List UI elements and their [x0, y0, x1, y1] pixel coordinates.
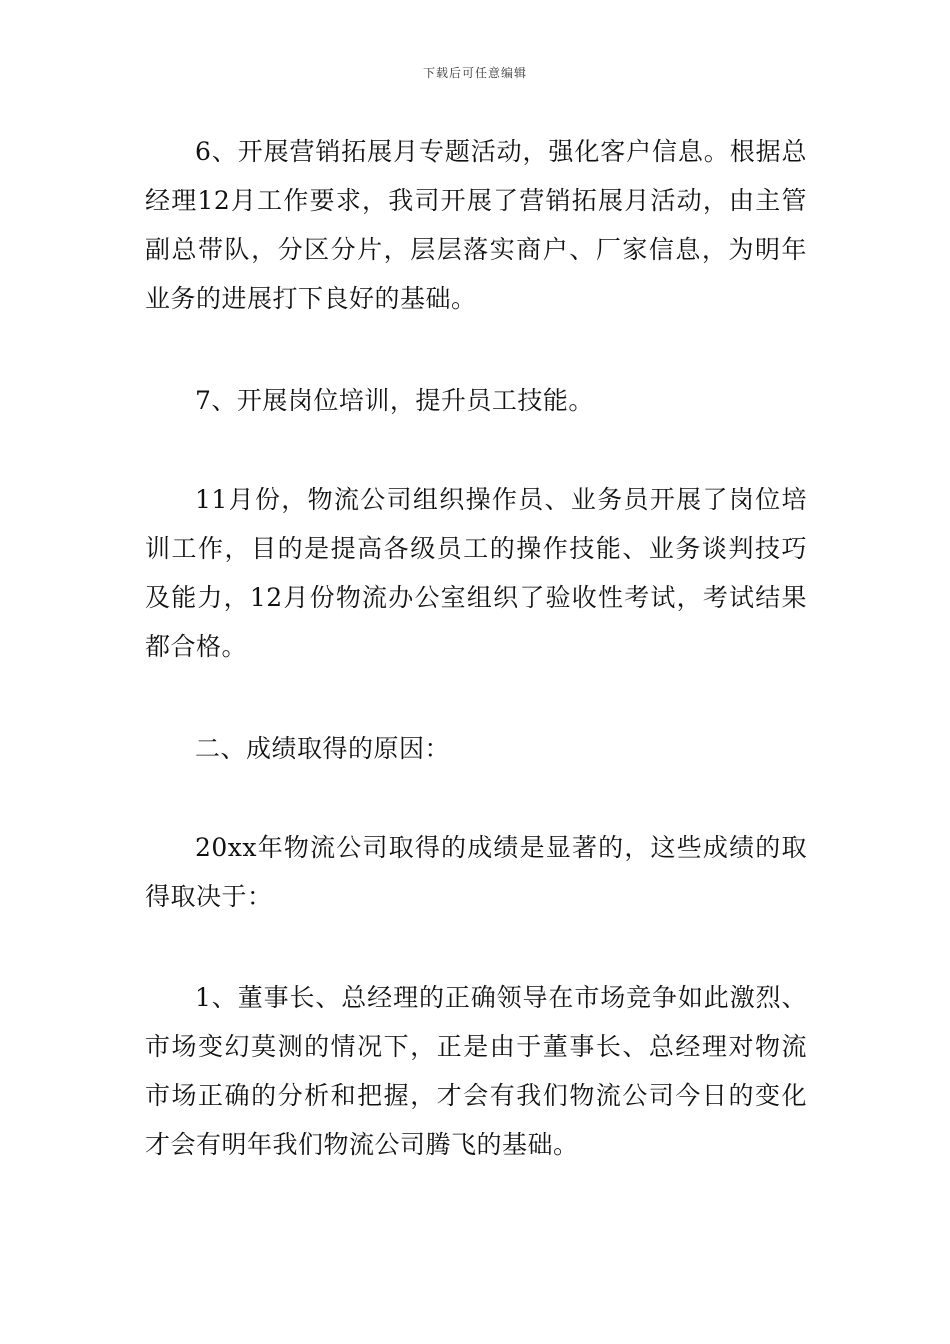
paragraph-achievements: 20xx年物流公司取得的成绩是显著的，这些成绩的取得取决于： [145, 833, 807, 911]
paragraph-training-heading: 7、开展岗位培训，提升员工技能。 [195, 386, 594, 415]
page-header: 下载后可任意编辑 [422, 66, 527, 80]
paragraph-marketing-month: 6、开展营销拓展月专题活动，强化客户信息。根据总经理12月工作要求，我司开展了营销拓展月活动，由主管副总带队，分区分片，层层落实商户、厂家信息，为明年业务的进展打下良好的基础。 [145, 137, 807, 313]
section-heading-reasons: 二、成绩取得的原因： [195, 734, 451, 763]
paragraph-leadership: 1、董事长、总经理的正确领导在市场竞争如此激烈、市场变幻莫测的情况下，正是由于董事长、总经理对物流市场正确的分析和把握，才会有我们物流公司今日的变化才会有明年我们物流公司腾飞的基础。 [145, 983, 807, 1159]
paragraph-training-detail: 11月份，物流公司组织操作员、业务员开展了岗位培训工作，目的是提高各级员工的操作技能、业务谈判技巧及能力，12月份物流办公室组织了验收性考试，考试结果都合格。 [145, 485, 807, 661]
